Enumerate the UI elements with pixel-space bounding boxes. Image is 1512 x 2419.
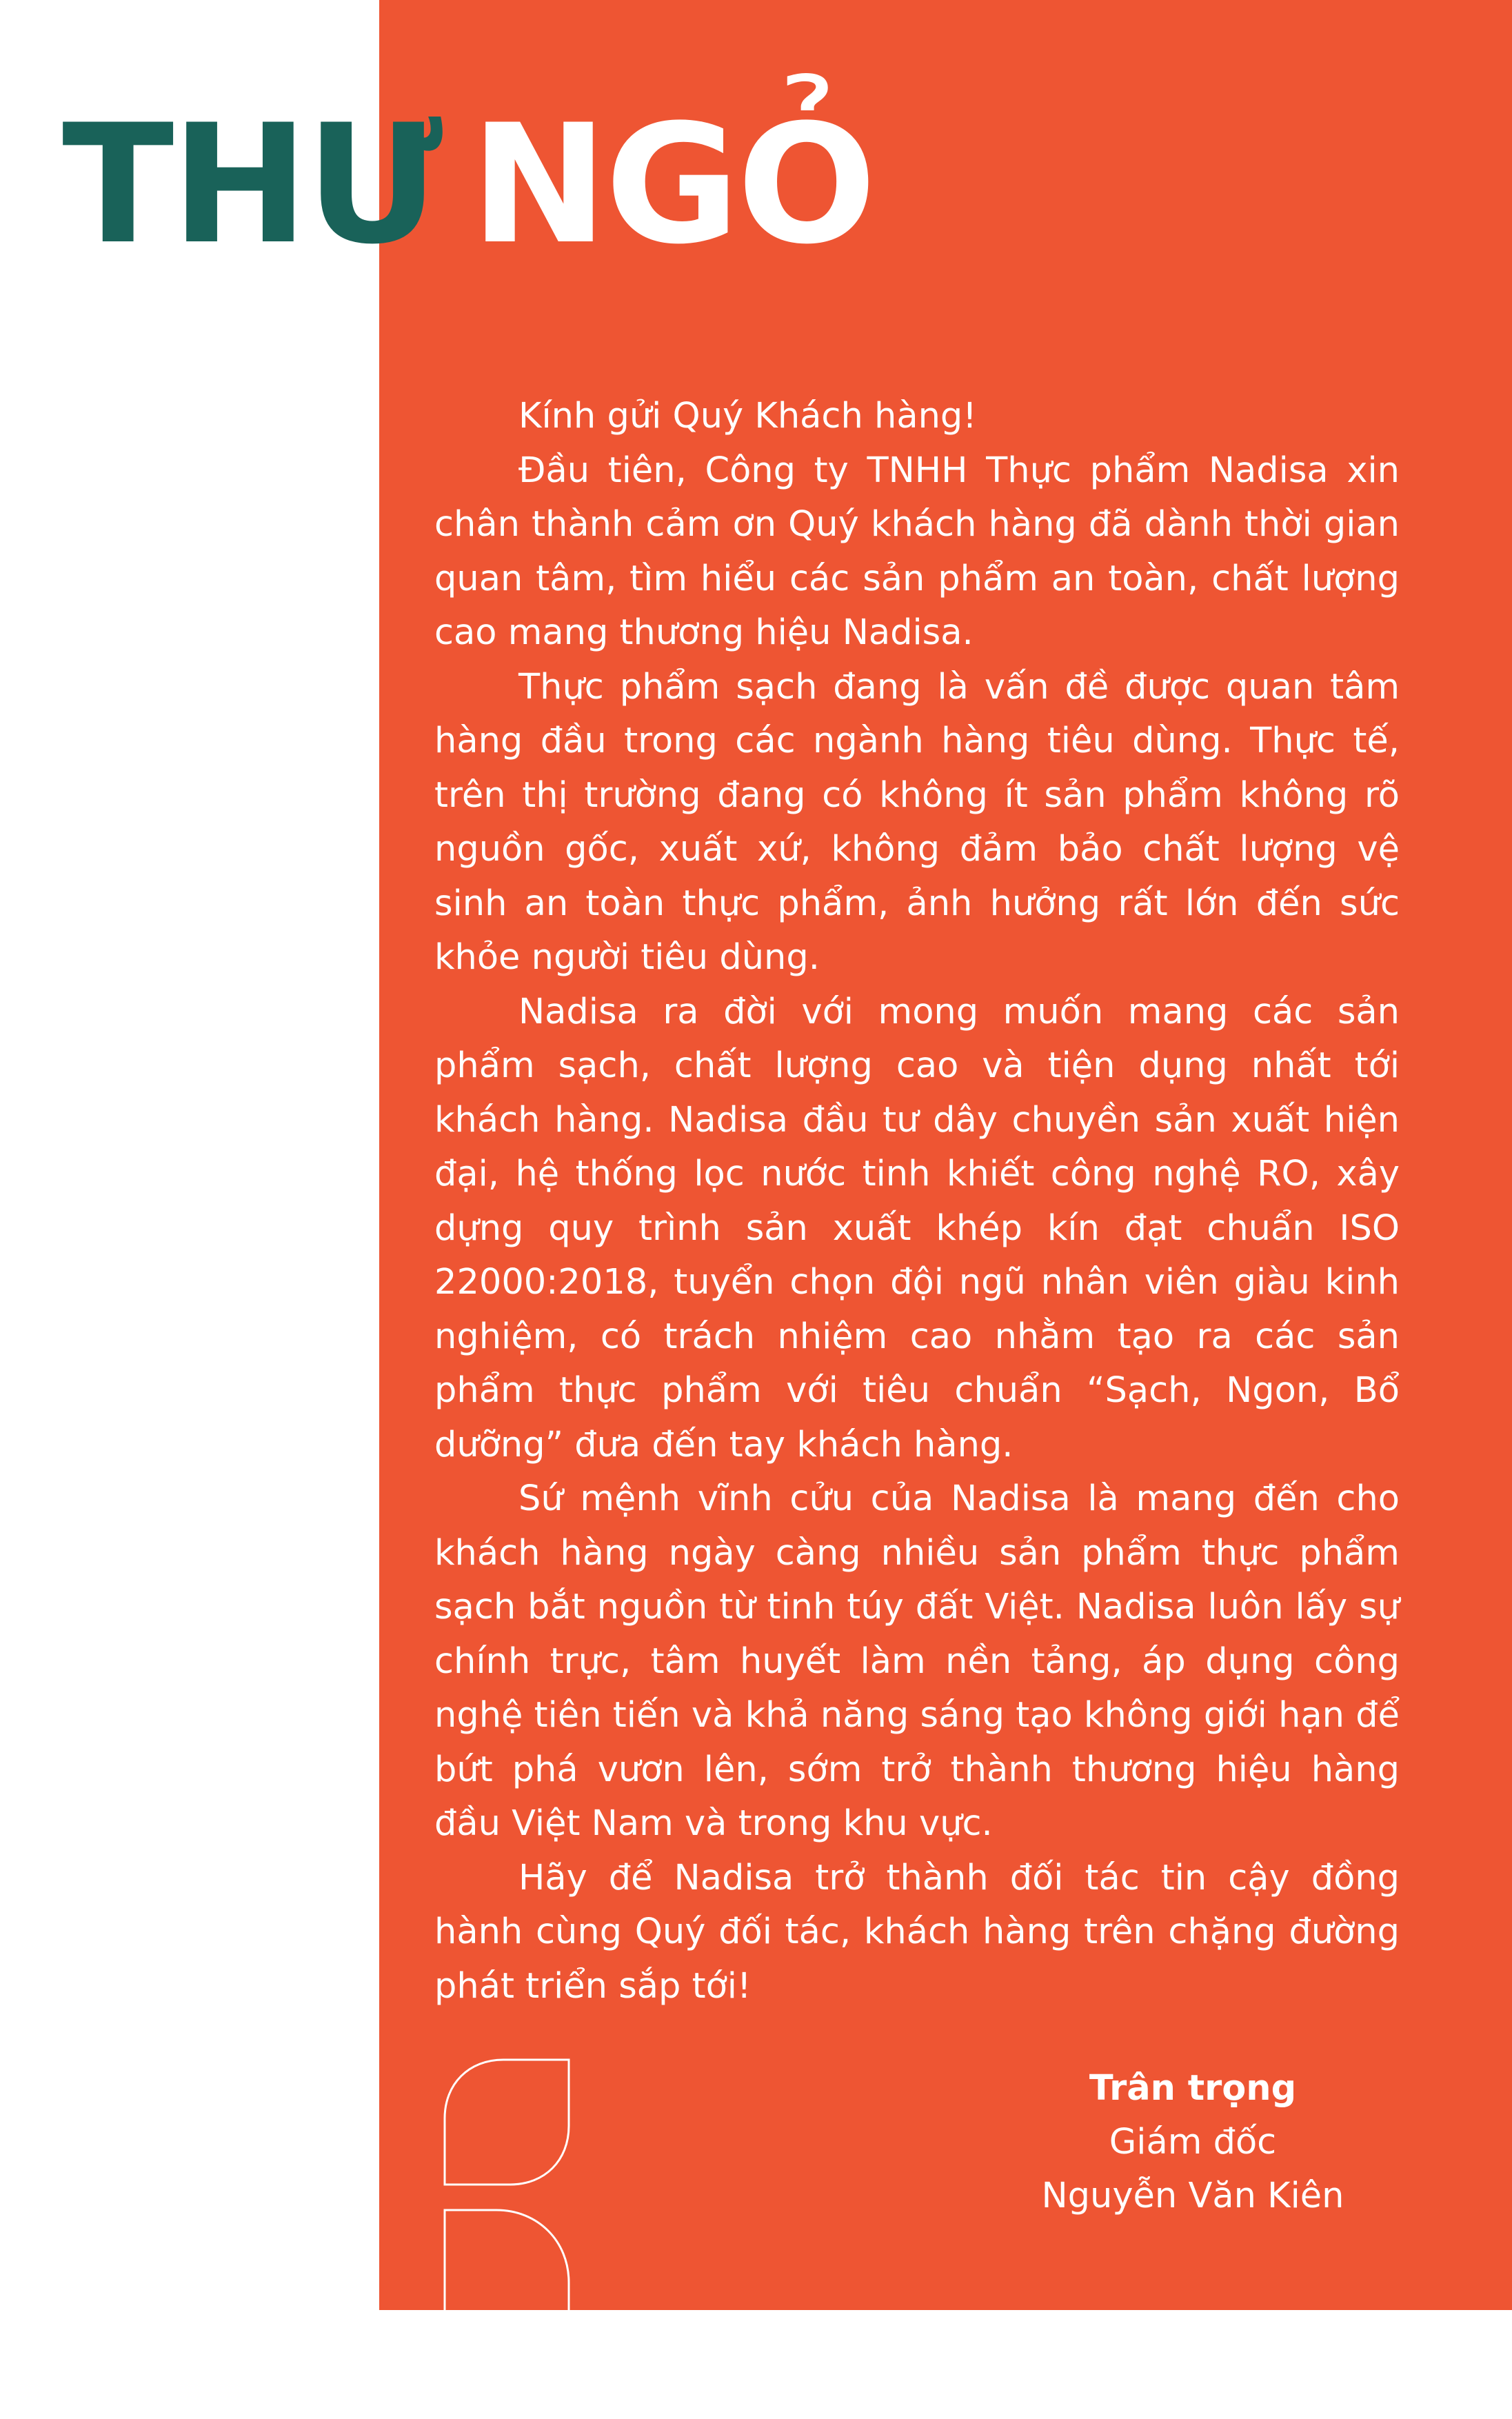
title-word-2: NGỎ (470, 90, 874, 281)
letter-paragraph: Đầu tiên, Công ty TNHH Thực phẩm Nadisa xin chân thành cảm ơn Quý khách hàng đã dành thời gian quan tâm, tìm hiểu các sản phẩm an toàn, chất lượng cao mang thương hiệu Nadisa. (434, 450, 1400, 653)
page-title (62, 90, 874, 281)
letter-paragraph: Nadisa ra đời với mong muốn mang các sản phẩm sạch, chất lượng cao và tiện dụng nhất tới khách hàng. Nadisa đầu tư dây chuyền sản xuất hiện đại, hệ thống lọc nước tinh khiết công nghệ RO, xây dựng quy trình sản xuất khép kín đạt chuẩn ISO 22000:2018, tuyển chọn đội ngũ nhân viên giàu kinh nghiệm, có trách nhiệm cao nhằm tạo ra các sản phẩm thực phẩm với tiêu chuẩn “Sạch, Ngon, Bổ dưỡng” đưa đến tay khách hàng. (434, 991, 1400, 1465)
letter-greeting: Kính gửi Quý Khách hàng! (518, 396, 977, 436)
signature-name: Nguyễn Văn Kiên (1041, 2176, 1344, 2216)
letter-paragraph: Hãy để Nadisa trở thành đối tác tin cậy đồng hành cùng Quý đối tác, khách hàng trên chặng đường phát triển sắp tới! (434, 1857, 1400, 2007)
letter-paragraph: Sứ mệnh vĩnh cửu của Nadisa là mang đến cho khách hàng ngày càng nhiều sản phẩm thực phẩm sạch bắt nguồn từ tinh túy đất Việt. Nadisa luôn lấy sự chính trực, tâm huyết làm nền tảng, áp dụng công nghệ tiên tiến và khả năng sáng tạo không giới hạn để bứt phá vươn lên, sớm trở thành thương hiệu hàng đầu Việt Nam và trong khu vực. (434, 1478, 1400, 1844)
signature-block (951, 2062, 1434, 2223)
leaf-outline-icon (441, 2058, 579, 2313)
signature-position: Giám đốc (1109, 2122, 1277, 2162)
letter-paragraph: Thực phẩm sạch đang là vấn đề được quan tâm hàng đầu trong các ngành hàng tiêu dùng. Thực tế, trên thị trường đang có không ít sản phẩm không rõ nguồn gốc, xuất xứ, không đảm bảo chất lượng vệ sinh an toàn thực phẩm, ảnh hưởng rất lớn đến sức khỏe người tiêu dùng. (434, 666, 1400, 978)
letter-body (434, 390, 1400, 2014)
signature-closing: Trân trọng (1089, 2068, 1297, 2109)
title-word-1: THƯ (62, 90, 441, 281)
